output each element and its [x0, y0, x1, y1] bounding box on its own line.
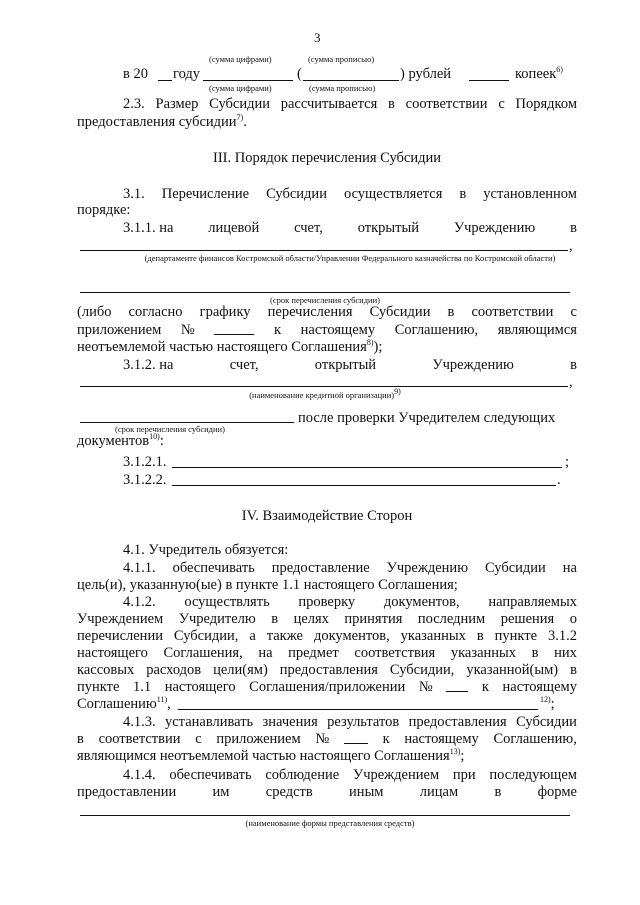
dept-blank [80, 250, 568, 251]
para-3-1-1-line3: (либо согласно графику перечисления Субсидии в соответствии с [77, 304, 577, 320]
para-4-1-3-line1: 4.1.3. устанавливать значения результатов предоставления Субсидии [123, 714, 577, 730]
para-4-1-4-line2: предоставлении им средств иным лицам в форме [77, 784, 577, 800]
rubles-text: ) рублей [400, 66, 452, 82]
para-4-1-head: 4.1. Учредитель обязуется: [123, 542, 289, 558]
label-sum-words-bottom: (сумма прописью) [309, 83, 376, 93]
para-4-1-2-blank [178, 709, 538, 710]
credit-org-blank [80, 386, 568, 387]
item-3-1-2-1-end: ; [565, 454, 570, 470]
label-sum-words-top: (сумма прописью) [308, 54, 375, 64]
label-dept: (департаменте финансов Костромской области/Управлении Федерального казначейства по Костромской области) [144, 253, 556, 263]
para-4-1-2-line7-end: $^{12)}$; [540, 695, 555, 712]
after-check-text: после проверки Учредителем следующих [298, 410, 556, 426]
label-term: (срок перечисления субсидии) [270, 295, 380, 305]
para-4-1-1-line1: 4.1.1. обеспечивать предоставление Учреждению Субсидии на [123, 560, 577, 576]
para-3-1-1-line5: неотъемлемой частью настоящего Соглашения$^{8)}$); [77, 338, 383, 355]
label-sum-digits-bottom: (сумма цифрами) [209, 83, 272, 93]
year-blank [158, 80, 172, 81]
item-3-1-2-2: 3.1.2.2. [123, 472, 167, 488]
paren-open: ( [297, 66, 302, 82]
page-number: 3 [314, 30, 321, 45]
para-4-1-2-line4: настоящего Соглашения, на предмет соответствия указанных в них [77, 645, 577, 661]
para-4-1-2-line3: перечислении Субсидии, а также документов, указанных в пункте 3.1.2 [77, 628, 577, 644]
item-3-1-2-1-blank [172, 467, 562, 468]
item-3-1-2-1: 3.1.2.1. [123, 454, 167, 470]
para-4-1-4-line1: 4.1.4. обеспечивать соблюдение Учреждением при последующем [123, 767, 577, 783]
para-3-1-line2: порядке: [77, 202, 131, 218]
para-2-3-line2: предоставления субсидии$^{7)}$. [77, 113, 247, 130]
sum-words-blank [303, 80, 399, 81]
label-term2: (срок перечисления субсидии) [115, 424, 225, 434]
para-3-1-2-line1: 3.1.2. на счет, открытый Учреждению в [123, 357, 577, 373]
appendix-no-blank-2 [446, 679, 468, 692]
sum-digits-blank [203, 80, 293, 81]
kop-blank [469, 80, 509, 81]
year-prefix: в 20 [123, 66, 148, 82]
para-4-1-1-line2: цель(и), указанную(ые) в пункте 1.1 настоящего Соглашения; [77, 577, 458, 593]
term2-blank [80, 422, 294, 423]
credit-org-comma: , [569, 374, 573, 390]
appendix-no-blank-3 [344, 731, 368, 744]
section-3-heading: III. Порядок перечисления Субсидии [212, 150, 441, 166]
appendix-no-blank [214, 322, 254, 335]
kop-text: копеек$^{6)}$ [515, 65, 563, 82]
year-word: году [173, 66, 201, 82]
para-3-1-1-line4: приложением № к настоящему Соглашению, являющимся [77, 322, 577, 338]
para-4-1-2-line6: пункте 1.1 настоящего Соглашения/приложении № к настоящему [77, 679, 577, 695]
section-4-heading: IV. Взаимодействие Сторон [241, 508, 413, 524]
para-4-1-3-line2: в соответствии с приложением № к настоящему Соглашению, [77, 731, 577, 747]
item-3-1-2-2-end: . [557, 472, 561, 488]
para-3-1-1-line1: 3.1.1. на лицевой счет, открытый Учреждению в [123, 220, 577, 236]
term-blank [80, 292, 570, 293]
docs-text: документов$^{10)}$: [77, 432, 164, 449]
para-4-1-3-line3: являющимся неотъемлемой частью настоящего Соглашения$^{13)}$; [77, 747, 465, 764]
dept-comma: , [569, 238, 573, 254]
para-3-1-line1: 3.1. Перечисление Субсидии осуществляется в установленном [123, 186, 577, 202]
para-4-1-2-line1: 4.1.2. осуществлять проверку документов, направляемых [123, 594, 577, 610]
item-3-1-2-2-blank [172, 485, 556, 486]
para-2-3-line1: 2.3. Размер Субсидии рассчитывается в соответствии с Порядком [123, 96, 577, 112]
para-4-1-2-line5: кассовых расходов цели(ям) предоставления Субсидии, указанной(ым) в [77, 662, 577, 678]
label-sum-digits-top: (сумма цифрами) [209, 54, 272, 64]
para-4-1-2-line7: Соглашению$^{11)}$, [77, 695, 171, 712]
label-credit-org: (наименование кредитной организации)$^{9)}$ [249, 387, 401, 400]
label-form-name: (наименование формы представления средств) [245, 818, 415, 828]
para-4-1-2-line2: Учреждением Учредителю в целях принятия последним решения о [77, 611, 577, 627]
form-name-blank [80, 815, 570, 816]
